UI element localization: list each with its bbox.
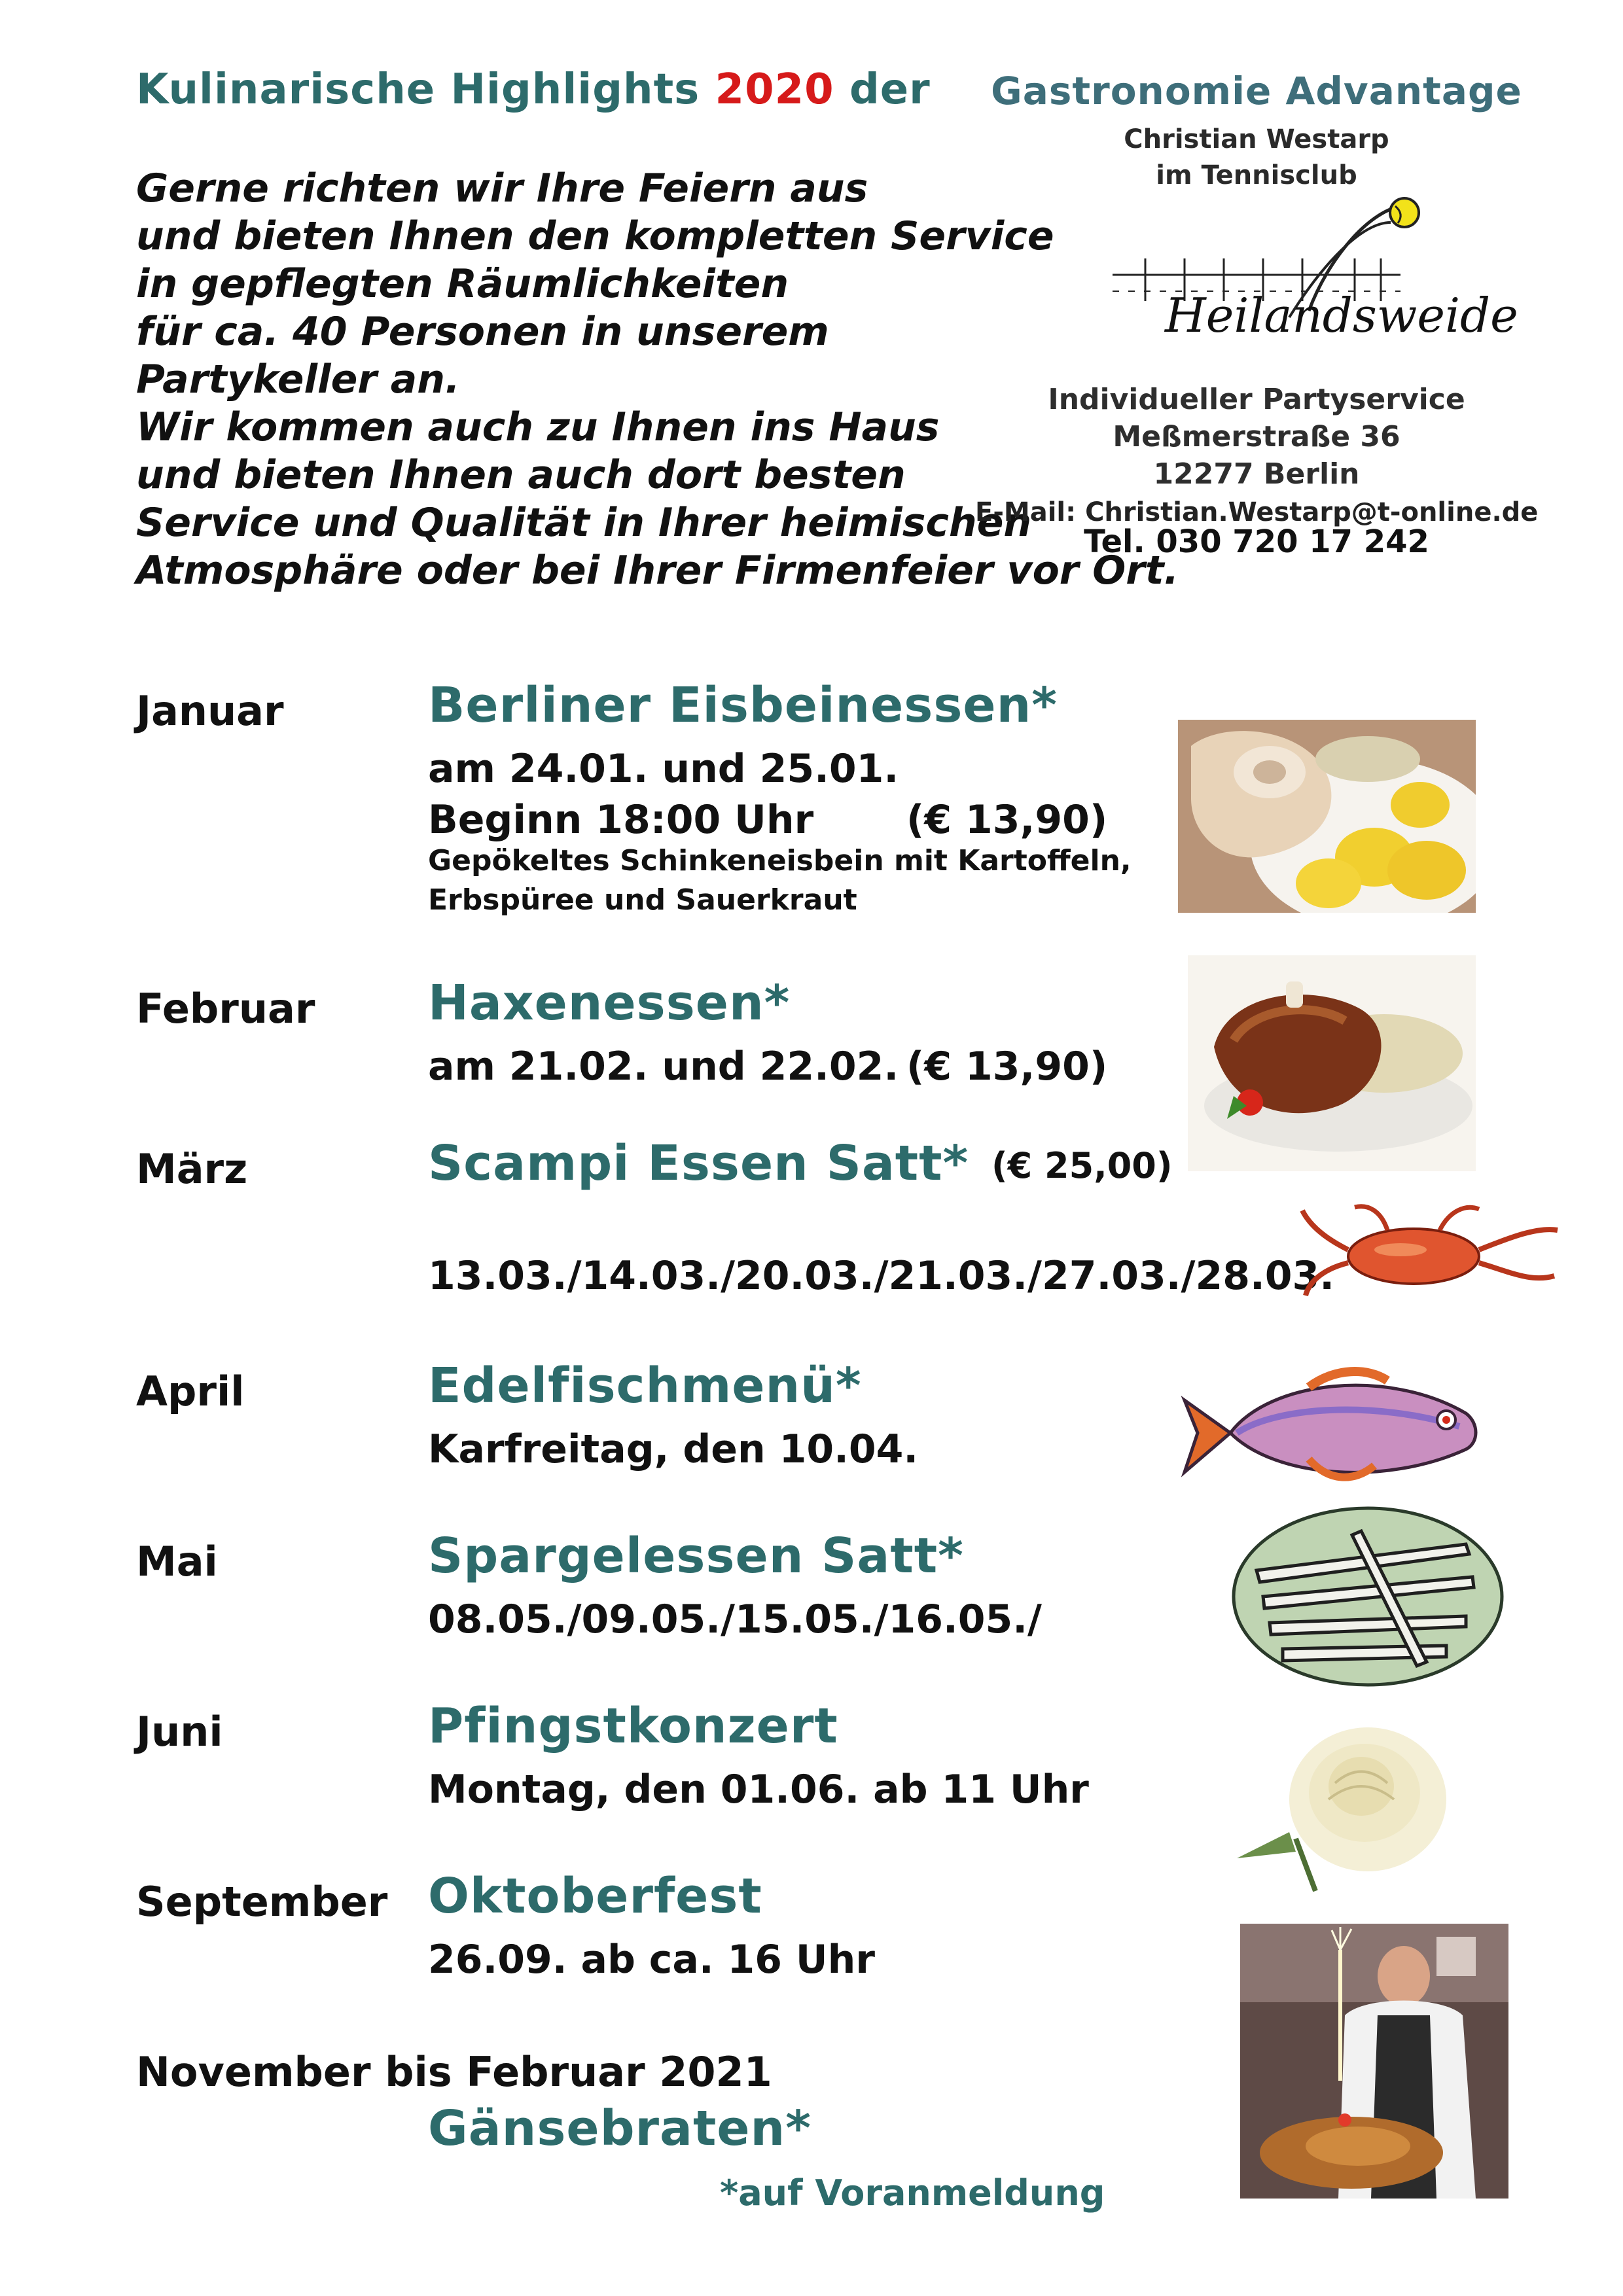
event-title: Haxenessen* <box>428 975 791 1031</box>
month-label: Februar <box>136 985 315 1033</box>
event-dates: am 24.01. und 25.01. <box>428 746 899 792</box>
intro-line: und bieten Ihnen den kompletten Service <box>136 213 1054 259</box>
footnote: *auf Voranmeldung <box>720 2172 1105 2214</box>
event-title: Berliner Eisbeinessen* <box>428 677 1058 733</box>
event-title: Spargelessen Satt* <box>428 1528 964 1584</box>
event-description: Gepökeltes Schinkeneisbein mit Kartoffeln, <box>428 844 1132 877</box>
company-logo-block <box>962 62 1551 559</box>
club-line: im Tennisclub <box>1156 160 1357 190</box>
intro-line: für ca. 40 Personen in unserem <box>136 309 829 355</box>
intro-line: Gerne richten wir Ihre Feiern aus <box>136 166 868 211</box>
event-dates: 26.09. ab ca. 16 Uhr <box>428 1937 875 1983</box>
asparagus-icon <box>1230 1505 1512 1688</box>
month-label: November bis Februar 2021 <box>136 2048 772 2096</box>
event-title: Edelfischmenü* <box>428 1358 862 1414</box>
email-line: E-Mail: Christian.Westarp@t-online.de <box>975 497 1539 527</box>
club-name: Heilandsweide <box>1165 288 1518 343</box>
tennisclub-logo-icon <box>1093 160 1433 376</box>
haxe-photo <box>1188 955 1476 1171</box>
owner-name: Christian Westarp <box>1124 124 1389 154</box>
brand-name: Gastronomie Advantage <box>991 69 1522 113</box>
month-label: September <box>136 1878 388 1926</box>
event-title: Oktoberfest <box>428 1868 762 1924</box>
rose-photo <box>1198 1695 1512 1911</box>
month-label: Juni <box>136 1708 223 1756</box>
event-time: Beginn 18:00 Uhr <box>428 797 814 843</box>
phone-line: Tel. 030 720 17 242 <box>1084 523 1429 560</box>
intro-line: Partykeller an. <box>136 357 460 402</box>
event-price: (€ 25,00) <box>991 1145 1173 1186</box>
month-label: Januar <box>136 687 284 735</box>
page-title <box>136 65 931 114</box>
title-suffix: der <box>849 65 931 114</box>
month-label: Mai <box>136 1538 218 1585</box>
crab-icon <box>1296 1197 1564 1302</box>
intro-line: Service und Qualität in Ihrer heimischen <box>136 500 1032 546</box>
month-label: März <box>136 1145 248 1193</box>
event-dates: Montag, den 01.06. ab 11 Uhr <box>428 1767 1089 1812</box>
intro-line: Wir kommen auch zu Ihnen ins Haus <box>136 404 940 450</box>
title-year: 2020 <box>715 65 834 114</box>
event-title: Pfingstkonzert <box>428 1698 838 1754</box>
intro-line: und bieten Ihnen auch dort besten <box>136 452 906 498</box>
service-line: Individueller Partyservice <box>1048 383 1465 416</box>
intro-line: Atmosphäre oder bei Ihrer Firmenfeier vor Ort. <box>136 548 1179 593</box>
event-title: Scampi Essen Satt* <box>428 1135 969 1192</box>
event-dates: 13.03./14.03./20.03./21.03./27.03./28.03. <box>428 1253 1335 1299</box>
event-description: Erbspüree und Sauerkraut <box>428 883 857 917</box>
title-prefix: Kulinarische Highlights <box>136 65 700 114</box>
eisbein-photo <box>1178 720 1476 913</box>
fish-icon <box>1178 1361 1492 1492</box>
event-dates: 08.05./09.05./15.05./16.05./ <box>428 1597 1042 1642</box>
chef-photo <box>1240 1924 1508 2199</box>
event-price: (€ 13,90) <box>906 1044 1108 1089</box>
intro-line: in gepflegten Räumlichkeiten <box>136 261 789 307</box>
month-label: April <box>136 1368 245 1415</box>
event-title: Gänsebraten* <box>428 2100 812 2157</box>
street-line: Meßmerstraße 36 <box>1113 420 1400 453</box>
city-line: 12277 Berlin <box>1153 457 1360 491</box>
event-dates: Karfreitag, den 10.04. <box>428 1426 919 1472</box>
event-dates: am 21.02. und 22.02. <box>428 1044 899 1089</box>
event-price: (€ 13,90) <box>906 797 1108 843</box>
